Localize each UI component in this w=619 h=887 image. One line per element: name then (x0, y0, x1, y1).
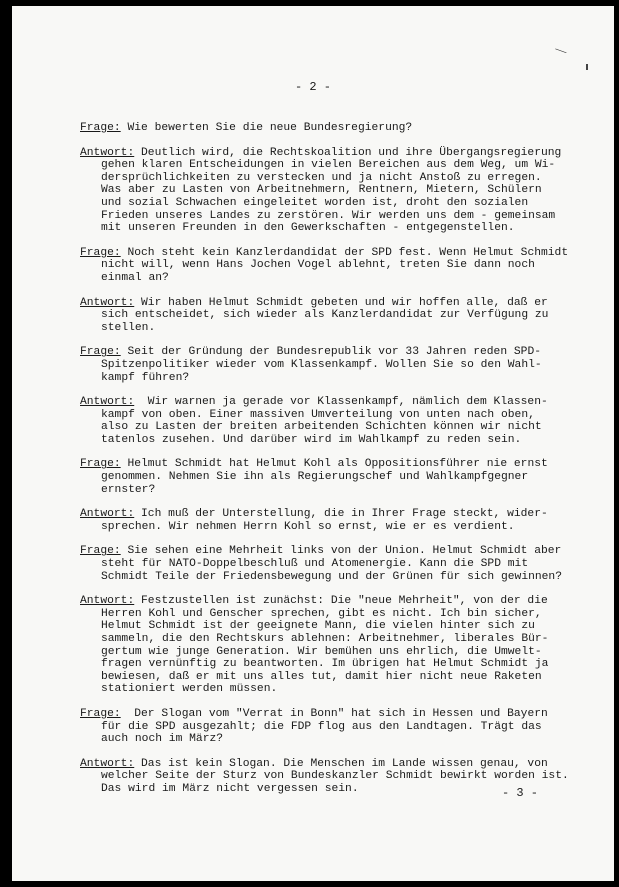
question-block (80, 247, 600, 285)
line-text: nicht will, wenn Hans Jochen Vogel ablehnt, treten Sie dann noch (101, 259, 535, 272)
answer-label: Antwort: (80, 146, 135, 159)
line-text: Wir haben Helmut Schmidt gebeten und wir hoffen alle, daß er (134, 296, 548, 309)
text-line (80, 159, 600, 172)
text-line (80, 322, 600, 335)
line-text: sammeln, die den Rechtskurs ablehnen: Arbeitnehmer, liberales Bür- (101, 633, 549, 645)
question-block (80, 545, 600, 583)
question-label: Frage: (80, 707, 121, 720)
answer-block (80, 396, 600, 446)
text-line (80, 620, 600, 633)
line-text: Festzustellen ist zunächst: Die "neue Mehrheit", von der die (134, 595, 548, 608)
line-text: Sie sehen eine Mehrheit links von der Union. Helmut Schmidt aber (120, 545, 562, 558)
text-line (80, 708, 600, 721)
line-text: Helmut Schmidt ist der geeignete Mann, die vielen hinter sich zu (101, 620, 535, 633)
text-line (80, 683, 600, 696)
line-text: Deutlich wird, die Rechtskoalition und ihre Übergangsregierung (134, 146, 562, 159)
page-number-next: - 3 - (501, 786, 538, 800)
text-line (80, 558, 600, 571)
line-text: stationiert werden müssen. (101, 683, 278, 696)
interview-content (80, 122, 600, 808)
answer-block (80, 508, 600, 533)
text-line (80, 272, 600, 285)
line-text: Noch steht kein Kanzlerdandidat der SPD fest. Wenn Helmut Schmidt (120, 246, 569, 259)
answer-label: Antwort: (80, 595, 135, 608)
line-text: und sozial Schwachen eingeleitet worden ist, droht den sozialen (101, 196, 529, 209)
line-text: Was aber zu Lasten von Arbeitnehmern, Rentnern, Mietern, Schülern (101, 184, 542, 197)
text-line (80, 346, 600, 359)
text-line (80, 508, 600, 521)
text-line (80, 646, 600, 659)
question-block (80, 708, 600, 746)
question-block (80, 122, 600, 135)
line-text: gertum wie junge Generation. Wir bemühen uns ehrlich, die Umwelt- (101, 645, 542, 658)
line-text: Frieden unseres Landes zu zerstören. Wir werden uns dem - gemeinsam (101, 209, 556, 222)
text-line (80, 721, 600, 734)
line-text: Seit der Gründung der Bundesrepublik vor 33 Jahren reden SPD- (120, 346, 542, 359)
text-line (80, 122, 600, 135)
text-line (80, 297, 600, 310)
text-line (80, 421, 600, 434)
text-line (80, 210, 600, 223)
text-line (80, 471, 600, 484)
text-line (80, 184, 600, 197)
line-text: also zu Lasten der breiten arbeitenden Schichten können wir nicht (101, 421, 542, 434)
line-text: dersprüchlichkeiten zu verstecken und ja nicht Anstoß zu erregen. (101, 171, 542, 184)
question-label: Frage: (80, 346, 121, 359)
line-text: sprechen. Wir nehmen Herrn Kohl so ernst, wie er es verdient. (101, 520, 515, 533)
question-label: Frage: (80, 458, 121, 471)
page-number-top: - 2 - (294, 80, 331, 94)
text-line (80, 608, 600, 621)
line-text: einmal an? (101, 271, 169, 284)
text-line (80, 409, 600, 422)
question-label: Frage: (80, 545, 121, 558)
answer-label: Antwort: (80, 757, 135, 770)
line-text: genommen. Nehmen Sie ihn als Regierungschef und Wahlkampfgegner (101, 471, 529, 484)
text-line (80, 147, 600, 160)
line-text: Schmidt Teile der Friedensbewegung und der Grünen für sich gewinnen? (101, 570, 562, 583)
text-line (80, 521, 600, 534)
line-text: Ich muß der Unterstellung, die in Ihrer Frage steckt, wider- (134, 508, 548, 521)
line-text: Helmut Schmidt hat Helmut Kohl als Oppositionsführer nie ernst (120, 458, 548, 471)
text-line (80, 758, 600, 771)
text-line (80, 658, 600, 671)
text-line (80, 595, 600, 608)
answer-label: Antwort: (80, 508, 135, 521)
line-text: sich entscheidet, sich wieder als Kanzlerdandidat zur Verfügung zu (101, 309, 549, 322)
question-label: Frage: (80, 122, 121, 134)
line-text: fragen vernünftig zu beantworten. Im übrigen hat Helmut Schmidt ja (101, 658, 549, 671)
line-text: Das ist kein Slogan. Die Menschen im Lande wissen genau, von (134, 757, 548, 770)
answer-block (80, 595, 600, 696)
text-line (80, 372, 600, 385)
answer-block (80, 297, 600, 335)
text-line (80, 222, 600, 235)
line-text: Wie bewerten Sie die neue Bundesregierung? (120, 122, 413, 134)
text-line (80, 770, 600, 783)
line-text: für die SPD ausgezahlt; die FDP flog aus den Landtagen. Trägt das (101, 720, 542, 733)
text-line (80, 571, 600, 584)
line-text: ernster? (101, 483, 156, 496)
text-line (80, 545, 600, 558)
scan-mark (586, 64, 588, 70)
text-line (80, 172, 600, 185)
text-line (80, 633, 600, 646)
text-line (80, 309, 600, 322)
question-label: Frage: (80, 246, 121, 259)
line-text: mit unseren Freunden in den Gewerkschaften - entgegenstellen. (101, 222, 515, 235)
line-text: gehen klaren Entscheidungen in vielen Bereichen aus dem Weg, um Wi- (101, 159, 556, 172)
line-text: Wir warnen ja gerade vor Klassenkampf, nämlich dem Klassen- (134, 396, 548, 409)
scan-mark: ⟍ (553, 42, 569, 60)
answer-label: Antwort: (80, 396, 135, 409)
text-line (80, 671, 600, 684)
line-text: welcher Seite der Sturz von Bundeskanzler Schmidt bewirkt worden ist. (101, 770, 569, 783)
line-text: Das wird im März nicht vergessen sein. (101, 782, 359, 795)
line-text: Der Slogan vom "Verrat in Bonn" hat sich in Hessen und Bayern (120, 707, 548, 720)
line-text: stellen. (101, 321, 156, 334)
text-line (80, 197, 600, 210)
text-line (80, 484, 600, 497)
question-block (80, 346, 600, 384)
answer-label: Antwort: (80, 296, 135, 309)
answer-block (80, 147, 600, 235)
question-block (80, 458, 600, 496)
line-text: auch noch im März? (101, 733, 224, 746)
line-text: tatenlos zusehen. Und darüber wird im Wahlkampf zu reden sein. (101, 433, 522, 446)
line-text: Herren Kohl und Genscher sprechen, gibt es nicht. Ich bin sicher, (101, 607, 542, 620)
text-line (80, 434, 600, 447)
line-text: kampf von oben. Einer massiven Umverteilung von unten nach oben, (101, 408, 535, 421)
line-text: kampf führen? (101, 371, 190, 384)
line-text: bewiesen, daß er mit uns alles tut, damit hier nicht neue Raketen (101, 670, 542, 683)
text-line (80, 247, 600, 260)
text-line (80, 359, 600, 372)
document-page (12, 6, 614, 881)
line-text: steht für NATO-Doppelbeschluß und Atomenergie. Kann die SPD mit (101, 558, 529, 571)
text-line (80, 733, 600, 746)
text-line (80, 458, 600, 471)
line-text: Spitzenpolitiker wieder vom Klassenkampf. Wollen Sie so den Wahl- (101, 358, 542, 371)
text-line (80, 259, 600, 272)
text-line (80, 396, 600, 409)
